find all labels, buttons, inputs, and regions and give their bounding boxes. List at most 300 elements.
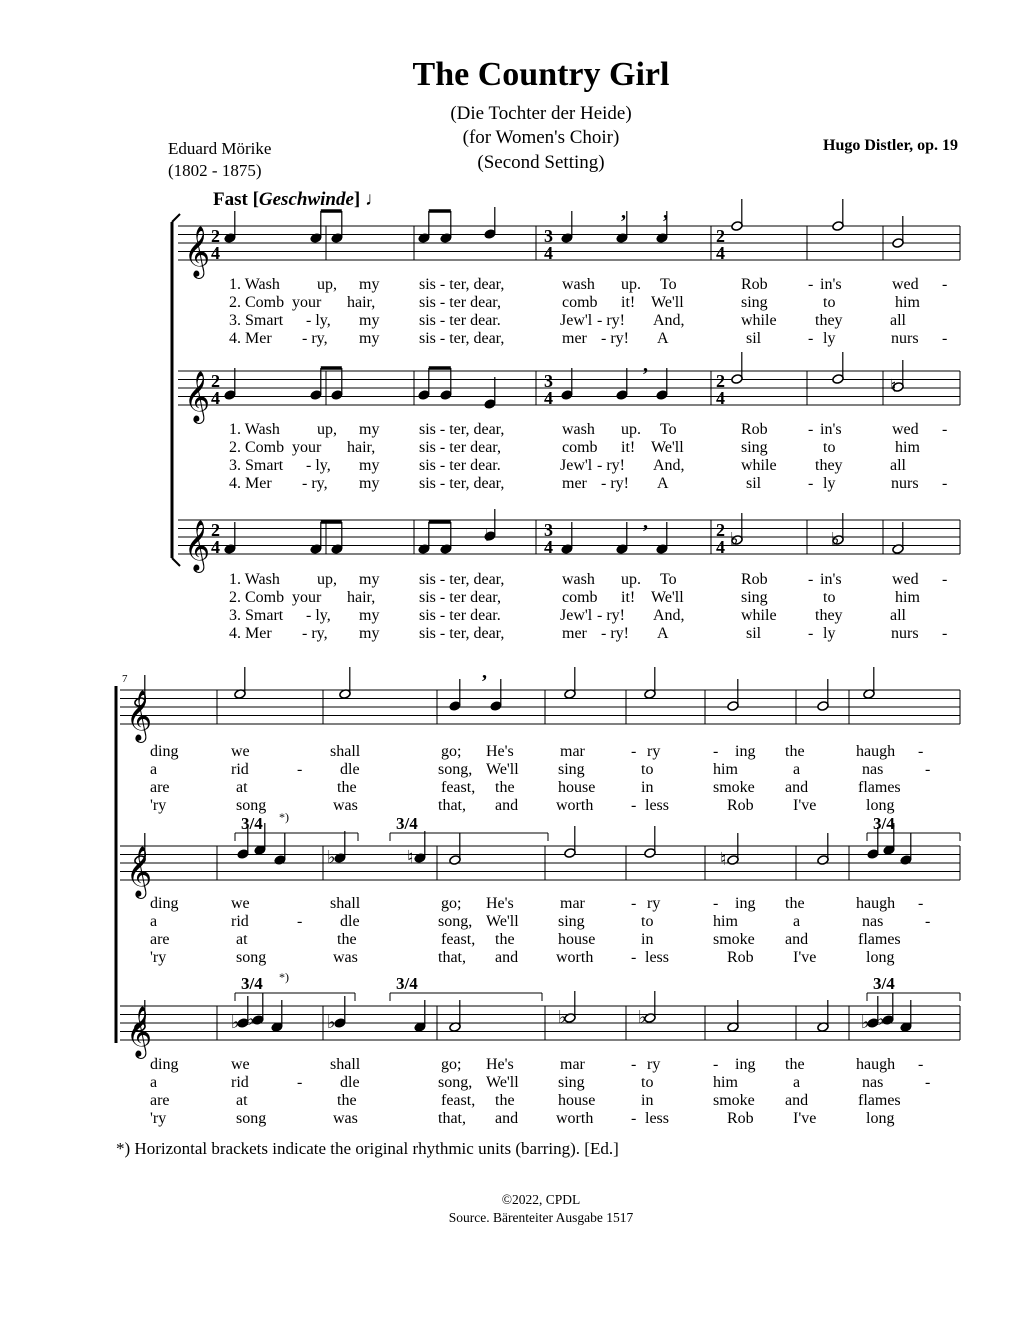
lyric-s2-staff3-verse1: go; <box>441 1056 462 1073</box>
lyric-s1-staff1-verse3: my <box>359 312 380 329</box>
lyric-s2-staff1-verse2: rid <box>231 761 249 778</box>
lyric-s1-staff3-verse4: mer <box>562 625 587 642</box>
lyric-s1-staff3-verse1: my <box>359 571 380 588</box>
flat-sign-icon: ♭ <box>861 1012 870 1032</box>
lyric-s2-staff3-verse3: flames <box>858 1092 901 1109</box>
lyric-s2-staff1-verse4: song <box>236 797 267 814</box>
breath-mark-icon: , <box>643 354 648 376</box>
lyric-s2-staff2-verse2: him <box>713 913 738 930</box>
lyric-s2-staff2-verse1: - <box>631 895 637 912</box>
time-signature: 3 <box>544 226 553 246</box>
lyric-s2-staff3-verse1: mar <box>560 1056 585 1073</box>
lyric-s1-staff2-verse4: my <box>359 475 380 492</box>
lyric-s1-staff2-verse1: - <box>808 421 814 438</box>
lyric-s2-staff2-verse4: I've <box>793 949 817 966</box>
lyric-s1-staff2-verse3: 3. Smart <box>229 457 284 474</box>
breath-mark-icon: , <box>663 201 668 223</box>
bracket-label: 3/4 <box>873 974 895 993</box>
flat-sign-icon: ♭ <box>558 1007 567 1027</box>
lyric-s2-staff2-verse2: rid <box>231 913 249 930</box>
lyric-s2-staff1-verse3: are <box>150 779 170 796</box>
lyric-s2-staff1-verse3: house <box>558 779 596 796</box>
lyric-s2-staff3-verse4: 'ry <box>150 1110 167 1127</box>
lyric-s2-staff3-verse3: the <box>337 1092 357 1109</box>
lyric-s1-staff1-verse3: while <box>741 312 777 329</box>
lyric-s1-staff3-verse3: all <box>890 607 906 624</box>
lyric-s1-staff3-verse2: your <box>292 589 322 606</box>
lyric-s2-staff2-verse3: feast, <box>441 931 476 948</box>
lyric-s2-staff2-verse2: - <box>297 913 303 930</box>
lyric-s1-staff2-verse4: nurs <box>891 475 919 492</box>
lyric-s1-staff2-verse4: ly <box>823 475 836 492</box>
lyric-s1-staff2-verse2: him <box>895 439 920 456</box>
lyric-s2-staff3-verse3: in <box>641 1092 654 1109</box>
lyric-s2-staff3-verse2: We'll <box>486 1074 519 1091</box>
lyric-s2-staff2-verse4: and <box>495 949 519 966</box>
lyric-s2-staff1-verse3: and <box>785 779 809 796</box>
time-signature: 4 <box>716 243 725 263</box>
lyric-s1-staff3-verse3: 3. Smart <box>229 607 284 624</box>
lyric-s1-staff1-verse4: sil <box>746 330 762 347</box>
lyric-s2-staff1-verse4: that, <box>438 797 466 814</box>
lyric-s2-staff3-verse1: - <box>918 1056 924 1073</box>
lyric-s1-staff2-verse3: - ry! <box>597 457 625 474</box>
lyric-s2-staff3-verse2: him <box>713 1074 738 1091</box>
lyric-s1-staff1-verse4: A <box>657 330 669 347</box>
lyric-s1-staff1-verse3: sis - ter dear. <box>419 312 501 329</box>
lyric-s1-staff3-verse1: - <box>808 571 814 588</box>
lyric-s1-staff1-verse2: comb <box>562 294 598 311</box>
lyric-s2-staff3-verse3: feast, <box>441 1092 476 1109</box>
lyric-s2-staff1-verse3: the <box>337 779 357 796</box>
lyric-s1-staff3-verse4: sis - ter, dear, <box>419 625 505 642</box>
lyric-s2-staff2-verse3: the <box>337 931 357 948</box>
lyric-s1-staff3-verse1: To <box>660 571 677 588</box>
flat-sign-icon: ♭ <box>730 529 739 549</box>
page-title: The Country Girl <box>412 56 670 93</box>
lyric-s1-staff3-verse2: We'll <box>651 589 684 606</box>
lyric-s2-staff2-verse1: ry <box>647 895 661 912</box>
lyric-s2-staff1-verse2: nas <box>862 761 884 778</box>
lyric-s2-staff1-verse3: in <box>641 779 654 796</box>
lyric-s1-staff1-verse2: sis - ter dear, <box>419 294 501 311</box>
lyric-s1-staff1-verse2: him <box>895 294 920 311</box>
lyric-s1-staff3-verse2: 2. Comb <box>229 589 285 606</box>
lyric-s1-staff3-verse2: sing <box>741 589 768 606</box>
lyric-s1-staff2-verse1: my <box>359 421 380 438</box>
lyric-s2-staff2-verse2: dle <box>340 913 360 930</box>
lyric-s2-staff2-verse3: flames <box>858 931 901 948</box>
system-bracket <box>172 558 180 566</box>
lyric-s1-staff1-verse1: sis - ter, dear, <box>419 276 505 293</box>
lyric-s1-staff2-verse3: they <box>815 457 843 474</box>
flat-sign-icon: ♭ <box>231 1012 240 1032</box>
lyric-s2-staff1-verse3: feast, <box>441 779 476 796</box>
lyric-s1-staff1-verse1: up, <box>317 276 337 293</box>
breath-mark-icon: , <box>621 201 626 223</box>
lyric-s2-staff3-verse2: rid <box>231 1074 249 1091</box>
lyric-s1-staff1-verse4: - ry! <box>601 330 629 347</box>
lyric-s1-staff1-verse1: in's <box>820 276 842 293</box>
lyric-s2-staff1-verse1: - <box>713 743 719 760</box>
treble-clef-icon: 𝄞 <box>126 691 153 740</box>
lyric-s2-staff1-verse1: we <box>231 743 250 760</box>
lyric-s2-staff3-verse1: shall <box>330 1056 361 1073</box>
lyric-s1-staff3-verse1: in's <box>820 571 842 588</box>
lyric-s2-staff2-verse1: the <box>785 895 805 912</box>
lyric-s2-staff1-verse1: - <box>631 743 637 760</box>
lyric-s1-staff1-verse2: sing <box>741 294 768 311</box>
lyric-s2-staff2-verse1: we <box>231 895 250 912</box>
lyric-s1-staff3-verse3: sis - ter dear. <box>419 607 501 624</box>
lyric-s2-staff3-verse1: - <box>713 1056 719 1073</box>
lyric-s1-staff1-verse4: mer <box>562 330 587 347</box>
lyric-s1-staff1-verse4: ly <box>823 330 836 347</box>
lyric-s2-staff1-verse1: - <box>918 743 924 760</box>
lyric-s1-staff1-verse1: up. <box>621 276 641 293</box>
lyric-s1-staff1-verse4: my <box>359 330 380 347</box>
lyric-s1-staff1-verse4: - <box>942 330 948 347</box>
time-signature: 4 <box>716 537 725 557</box>
lyric-s1-staff3-verse3: - ry! <box>597 607 625 624</box>
lyric-s1-staff2-verse4: - <box>808 475 814 492</box>
lyric-s1-staff2-verse1: wash <box>562 421 595 438</box>
lyric-s2-staff2-verse2: sing <box>558 913 585 930</box>
lyric-s2-staff3-verse3: at <box>236 1092 248 1109</box>
lyric-s1-staff2-verse2: it! <box>621 439 636 456</box>
treble-clef-icon: 𝄞 <box>126 847 153 896</box>
lyric-s2-staff1-verse2: - <box>925 761 931 778</box>
lyric-s1-staff2-verse3: while <box>741 457 777 474</box>
lyric-s1-staff1-verse3: they <box>815 312 843 329</box>
treble-clef-icon: 𝄞 <box>184 521 211 570</box>
time-signature: 2 <box>211 520 220 540</box>
lyric-s1-staff2-verse4: - ry, <box>302 475 328 492</box>
lyric-s2-staff3-verse4: song <box>236 1110 267 1127</box>
lyric-s1-staff2-verse2: hair, <box>347 439 376 456</box>
lyric-s2-staff2-verse2: nas <box>862 913 884 930</box>
lyric-s1-staff3-verse3: - ly, <box>306 607 331 624</box>
flat-sign-icon: ♭ <box>327 1012 336 1032</box>
quarter-note-icon: ♩ <box>364 189 384 210</box>
lyric-s2-staff3-verse2: dle <box>340 1074 360 1091</box>
lyric-s2-staff2-verse4: 'ry <box>150 949 167 966</box>
bracket-label: 3/4 <box>396 974 418 993</box>
lyric-s2-staff2-verse3: are <box>150 931 170 948</box>
treble-clef-icon: 𝄞 <box>184 227 211 276</box>
lyric-s1-staff2-verse2: comb <box>562 439 598 456</box>
lyric-s2-staff3-verse4: Rob <box>727 1110 754 1127</box>
lyric-s2-staff2-verse2: to <box>641 913 654 930</box>
lyric-s1-staff1-verse1: To <box>660 276 677 293</box>
time-signature: 4 <box>544 243 553 263</box>
lyric-s2-staff3-verse4: worth <box>556 1110 594 1127</box>
lyric-s1-staff3-verse1: 1. Wash <box>229 571 280 588</box>
time-signature: 4 <box>211 243 220 263</box>
lyric-s2-staff2-verse3: and <box>785 931 809 948</box>
lyric-s2-staff1-verse2: dle <box>340 761 360 778</box>
lyric-s1-staff3-verse4: my <box>359 625 380 642</box>
lyric-s1-staff3-verse1: wed <box>892 571 919 588</box>
lyric-s2-staff3-verse4: that, <box>438 1110 466 1127</box>
lyric-s2-staff3-verse4: long <box>866 1110 895 1127</box>
subtitle-setting: (Second Setting) <box>477 152 605 173</box>
lyric-s2-staff1-verse2: to <box>641 761 654 778</box>
lyric-s2-staff2-verse3: house <box>558 931 596 948</box>
lyric-s2-staff3-verse2: sing <box>558 1074 585 1091</box>
lyric-s2-staff1-verse4: I've <box>793 797 817 814</box>
lyric-s1-staff3-verse4: ly <box>823 625 836 642</box>
time-signature: 4 <box>211 537 220 557</box>
treble-clef-icon: 𝄞 <box>126 1007 153 1056</box>
lyric-s1-staff1-verse4: 4. Mer <box>229 330 272 347</box>
lyric-s1-staff1-verse3: And, <box>653 312 685 329</box>
lyric-s1-staff3-verse4: - ry! <box>601 625 629 642</box>
lyric-s2-staff2-verse3: at <box>236 931 248 948</box>
flat-sign-icon: ♭ <box>638 1007 647 1027</box>
footnote-mark: *) <box>279 970 289 984</box>
lyric-s1-staff1-verse3: Jew'l <box>560 312 593 329</box>
lyric-s2-staff1-verse4: less <box>645 797 669 814</box>
lyric-s2-staff3-verse4: less <box>645 1110 669 1127</box>
lyric-s2-staff2-verse4: was <box>333 949 358 966</box>
lyric-s2-staff3-verse3: are <box>150 1092 170 1109</box>
lyric-s1-staff2-verse2: sis - ter dear, <box>419 439 501 456</box>
lyric-s2-staff2-verse1: - <box>918 895 924 912</box>
lyric-s1-staff1-verse1: my <box>359 276 380 293</box>
lyric-s1-staff1-verse3: - ry! <box>597 312 625 329</box>
breath-mark-icon: , <box>643 511 648 533</box>
lyric-s1-staff1-verse2: We'll <box>651 294 684 311</box>
lyric-s2-staff3-verse1: we <box>231 1056 250 1073</box>
lyric-s1-staff2-verse3: sis - ter dear. <box>419 457 501 474</box>
lyric-s1-staff3-verse3: they <box>815 607 843 624</box>
lyric-s1-staff2-verse3: my <box>359 457 380 474</box>
lyric-s2-staff1-verse3: smoke <box>713 779 755 796</box>
lyric-s1-staff3-verse4: - ry, <box>302 625 328 642</box>
lyric-s2-staff2-verse1: go; <box>441 895 462 912</box>
lyric-s1-staff2-verse1: sis - ter, dear, <box>419 421 505 438</box>
lyric-s1-staff1-verse2: hair, <box>347 294 376 311</box>
flat-sign-icon: ♭ <box>831 529 840 549</box>
lyric-s2-staff1-verse1: shall <box>330 743 361 760</box>
lyric-s2-staff2-verse1: shall <box>330 895 361 912</box>
time-signature: 4 <box>544 537 553 557</box>
lyric-s2-staff3-verse1: ding <box>150 1056 179 1073</box>
lyric-s1-staff3-verse3: Jew'l <box>560 607 593 624</box>
lyric-s2-staff1-verse1: mar <box>560 743 585 760</box>
lyric-s1-staff2-verse1: up. <box>621 421 641 438</box>
lyric-s2-staff3-verse3: and <box>785 1092 809 1109</box>
treble-clef-icon: 𝄞 <box>184 372 211 421</box>
lyric-s2-staff2-verse4: - <box>631 949 637 966</box>
lyric-s2-staff1-verse4: and <box>495 797 519 814</box>
lyric-s2-staff3-verse2: song, <box>438 1074 473 1091</box>
lyric-s2-staff1-verse2: We'll <box>486 761 519 778</box>
lyric-s2-staff3-verse3: smoke <box>713 1092 755 1109</box>
time-signature: 2 <box>716 371 725 391</box>
time-signature: 2 <box>716 226 725 246</box>
lyric-s1-staff1-verse1: wed <box>892 276 919 293</box>
time-signature: 4 <box>211 388 220 408</box>
lyric-s2-staff1-verse3: flames <box>858 779 901 796</box>
lyric-s2-staff1-verse4: Rob <box>727 797 754 814</box>
lyric-s2-staff1-verse4: - <box>631 797 637 814</box>
lyric-s1-staff3-verse2: comb <box>562 589 598 606</box>
lyric-s1-staff3-verse3: while <box>741 607 777 624</box>
poet-name: Eduard Mörike <box>168 139 272 158</box>
lyric-s1-staff1-verse2: it! <box>621 294 636 311</box>
natural-sign-icon: ♮ <box>407 847 414 867</box>
flat-sign-icon: ♭ <box>246 1009 255 1029</box>
lyric-s2-staff3-verse2: a <box>150 1074 158 1091</box>
lyric-s2-staff3-verse2: a <box>793 1074 801 1091</box>
lyric-s2-staff2-verse1: He's <box>486 895 514 912</box>
flat-sign-icon: ♭ <box>327 847 336 867</box>
lyric-s1-staff2-verse3: - ly, <box>306 457 331 474</box>
lyric-s1-staff2-verse1: up, <box>317 421 337 438</box>
lyric-s1-staff3-verse4: A <box>657 625 669 642</box>
lyric-s2-staff1-verse4: worth <box>556 797 594 814</box>
lyric-s2-staff2-verse4: Rob <box>727 949 754 966</box>
lyric-s2-staff1-verse4: long <box>866 797 895 814</box>
lyric-s2-staff2-verse4: long <box>866 949 895 966</box>
lyric-s2-staff2-verse2: a <box>793 913 801 930</box>
lyric-s1-staff2-verse2: We'll <box>651 439 684 456</box>
lyric-s1-staff2-verse1: - <box>942 421 948 438</box>
copyright: ©2022, CPDL <box>501 1192 581 1207</box>
lyric-s1-staff1-verse2: to <box>823 294 836 311</box>
lyric-s1-staff2-verse2: your <box>292 439 322 456</box>
lyric-s1-staff2-verse4: mer <box>562 475 587 492</box>
lyric-s1-staff1-verse4: nurs <box>891 330 919 347</box>
natural-sign-icon: ♮ <box>890 376 897 396</box>
lyric-s2-staff3-verse4: was <box>333 1110 358 1127</box>
lyric-s1-staff2-verse3: Jew'l <box>560 457 593 474</box>
lyric-s2-staff2-verse2: - <box>925 913 931 930</box>
poet-dates: (1802 - 1875) <box>168 161 262 180</box>
lyric-s1-staff2-verse4: - ry! <box>601 475 629 492</box>
lyric-s2-staff2-verse2: We'll <box>486 913 519 930</box>
lyric-s2-staff2-verse4: worth <box>556 949 594 966</box>
lyric-s2-staff2-verse1: haugh <box>856 895 896 912</box>
lyric-s2-staff2-verse1: ding <box>150 895 179 912</box>
lyric-s1-staff2-verse4: A <box>657 475 669 492</box>
lyric-s1-staff1-verse1: 1. Wash <box>229 276 280 293</box>
lyric-s1-staff3-verse1: up. <box>621 571 641 588</box>
lyric-s2-staff3-verse4: I've <box>793 1110 817 1127</box>
lyric-s2-staff3-verse1: haugh <box>856 1056 896 1073</box>
lyric-s2-staff2-verse3: smoke <box>713 931 755 948</box>
lyric-s1-staff1-verse4: - ry, <box>302 330 328 347</box>
lyric-s2-staff2-verse2: song, <box>438 913 473 930</box>
lyric-s1-staff2-verse4: sil <box>746 475 762 492</box>
lyric-s1-staff3-verse2: sis - ter dear, <box>419 589 501 606</box>
lyric-s1-staff3-verse3: And, <box>653 607 685 624</box>
lyric-s2-staff3-verse2: to <box>641 1074 654 1091</box>
lyric-s2-staff3-verse3: the <box>495 1092 515 1109</box>
lyric-s1-staff2-verse4: 4. Mer <box>229 475 272 492</box>
lyric-s1-staff1-verse1: wash <box>562 276 595 293</box>
lyric-s1-staff3-verse2: to <box>823 589 836 606</box>
natural-sign-icon: ♮ <box>720 849 727 869</box>
lyric-s1-staff3-verse1: Rob <box>741 571 768 588</box>
lyric-s2-staff2-verse4: that, <box>438 949 466 966</box>
lyric-s1-staff3-verse1: sis - ter, dear, <box>419 571 505 588</box>
lyric-s1-staff1-verse1: - <box>942 276 948 293</box>
flat-sign-icon: ♭ <box>485 525 494 545</box>
time-signature: 2 <box>716 520 725 540</box>
lyric-s2-staff1-verse2: song, <box>438 761 473 778</box>
lyric-s1-staff1-verse2: 2. Comb <box>229 294 285 311</box>
footnote: *) Horizontal brackets indicate the original rhythmic units (barring). [Ed.] <box>116 1139 619 1158</box>
lyric-s1-staff3-verse4: 4. Mer <box>229 625 272 642</box>
lyric-s2-staff2-verse1: mar <box>560 895 585 912</box>
lyric-s2-staff1-verse2: a <box>150 761 158 778</box>
lyric-s2-staff3-verse1: ing <box>735 1056 756 1073</box>
lyric-s2-staff3-verse1: the <box>785 1056 805 1073</box>
lyric-s1-staff1-verse4: sis - ter, dear, <box>419 330 505 347</box>
lyric-s2-staff1-verse2: - <box>297 761 303 778</box>
lyric-s2-staff2-verse2: a <box>150 913 158 930</box>
lyric-s2-staff2-verse1: - <box>713 895 719 912</box>
lyric-s1-staff1-verse3: 3. Smart <box>229 312 284 329</box>
lyric-s2-staff2-verse4: song <box>236 949 267 966</box>
lyric-s2-staff3-verse3: house <box>558 1092 596 1109</box>
lyric-s1-staff3-verse4: - <box>808 625 814 642</box>
lyric-s1-staff2-verse1: 1. Wash <box>229 421 280 438</box>
lyric-s1-staff3-verse2: hair, <box>347 589 376 606</box>
lyric-s2-staff1-verse1: go; <box>441 743 462 760</box>
lyric-s2-staff1-verse1: ing <box>735 743 756 760</box>
lyric-s2-staff1-verse3: at <box>236 779 248 796</box>
lyric-s1-staff3-verse4: - <box>942 625 948 642</box>
lyric-s2-staff3-verse1: - <box>631 1056 637 1073</box>
lyric-s1-staff2-verse3: all <box>890 457 906 474</box>
lyric-s2-staff1-verse2: him <box>713 761 738 778</box>
lyric-s2-staff1-verse2: sing <box>558 761 585 778</box>
lyric-s1-staff2-verse2: to <box>823 439 836 456</box>
lyric-s2-staff1-verse1: ding <box>150 743 179 760</box>
lyric-s1-staff2-verse1: Rob <box>741 421 768 438</box>
lyric-s1-staff2-verse3: And, <box>653 457 685 474</box>
lyric-s1-staff3-verse4: sil <box>746 625 762 642</box>
lyric-s1-staff1-verse4: - <box>808 330 814 347</box>
lyric-s1-staff2-verse2: sing <box>741 439 768 456</box>
measure-number: 7 <box>122 673 128 685</box>
lyric-s2-staff1-verse1: He's <box>486 743 514 760</box>
tempo-marking: Fast [Geschwinde] ♩ <box>213 189 384 210</box>
lyric-s2-staff2-verse1: ing <box>735 895 756 912</box>
lyric-s2-staff1-verse4: was <box>333 797 358 814</box>
lyric-s1-staff3-verse1: wash <box>562 571 595 588</box>
lyric-s2-staff3-verse1: ry <box>647 1056 661 1073</box>
lyric-s2-staff3-verse2: - <box>925 1074 931 1091</box>
lyric-s1-staff1-verse1: Rob <box>741 276 768 293</box>
bracket-label: 3/4 <box>873 814 895 833</box>
lyric-s1-staff1-verse1: - <box>808 276 814 293</box>
time-signature: 3 <box>544 520 553 540</box>
lyric-s1-staff2-verse1: wed <box>892 421 919 438</box>
lyric-s2-staff1-verse2: a <box>793 761 801 778</box>
time-signature: 3 <box>544 371 553 391</box>
lyric-s1-staff3-verse4: nurs <box>891 625 919 642</box>
breath-mark-icon: , <box>482 661 487 683</box>
system-bracket <box>172 214 180 222</box>
lyric-s1-staff2-verse1: in's <box>820 421 842 438</box>
bracket-label: 3/4 <box>241 814 263 833</box>
lyric-s1-staff2-verse4: - <box>942 475 948 492</box>
